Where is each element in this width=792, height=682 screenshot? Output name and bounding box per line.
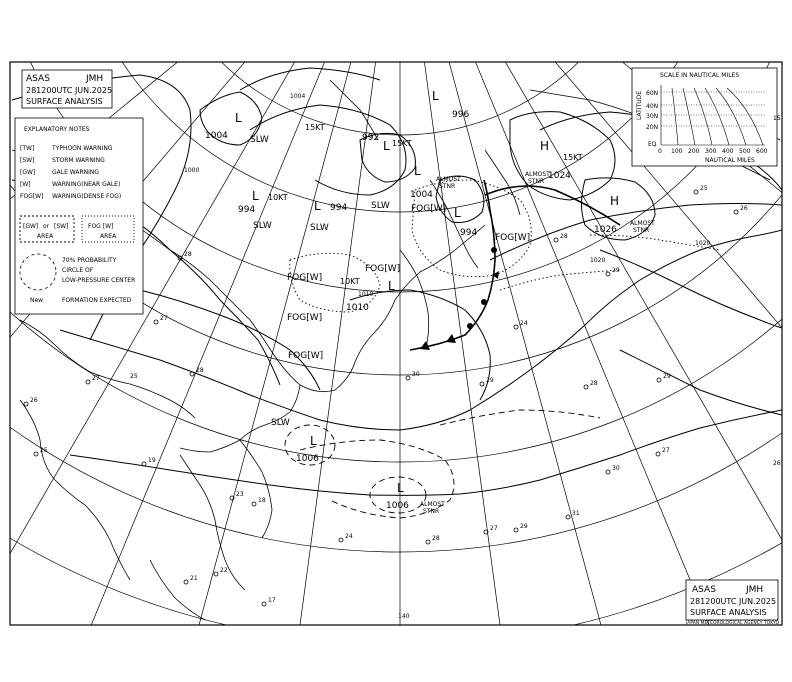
footer-agency: JAPAN METEOROLOGICAL AGENCY TOKYO <box>686 621 780 626</box>
scale-lat-0: 60N <box>646 90 659 97</box>
scale-nm-0: 0 <box>658 148 662 155</box>
scale-nm-1: 100 <box>671 148 683 155</box>
prob-line3: LOW-PRESSURE CENTER <box>62 277 136 284</box>
scale-lat-2: 30N <box>646 113 659 120</box>
notes-text-4: WARNING(DENSE FOG) <box>52 193 122 200</box>
station-19: 18 <box>258 497 266 504</box>
station-4: 25 <box>130 373 138 380</box>
scale-title: SCALE IN NAUTICAL MILES <box>660 72 740 79</box>
scale-lat-3: 20N <box>646 124 659 131</box>
isobar-label-0: 1004 <box>290 93 306 100</box>
station-1: 27 <box>160 315 168 322</box>
new-label: New <box>30 297 44 304</box>
system-val-2: 996 <box>452 110 470 120</box>
warning-7: FOG[W] <box>365 264 401 274</box>
system-sym-7: L <box>388 279 395 293</box>
station-26: 29 <box>612 267 620 274</box>
prob-line1: 70% PROBABILITY <box>62 257 117 264</box>
warning-9: FOG[W] <box>287 313 323 323</box>
scale-nm-5: 500 <box>739 148 751 155</box>
prob-line2: CIRCLE OF <box>62 267 94 274</box>
title-line3: SURFACE ANALYSIS <box>26 97 103 106</box>
system-sym-4: L <box>252 189 259 203</box>
notes-text-2: GALE WARNING <box>52 169 100 176</box>
system-sym-6: L <box>454 206 461 220</box>
station-10: 26 <box>773 460 781 467</box>
system-sym-5: L <box>314 199 321 213</box>
station-9: 27 <box>662 447 670 454</box>
warning-14: 10KT <box>268 193 288 202</box>
station-14: 28 <box>432 535 440 542</box>
scale-nm-3: 300 <box>705 148 717 155</box>
scale-axis-label: LATITUDE <box>636 90 643 120</box>
notes-code-1: [SW] <box>20 157 35 164</box>
station-13: 29 <box>520 523 528 530</box>
system-val-3: 1004 <box>410 190 433 200</box>
notes-heading: EXPLANATORY NOTES <box>24 126 90 133</box>
title-line1-left: ASAS <box>26 74 50 84</box>
station-12: 31 <box>572 510 580 517</box>
note-3: STNR <box>633 227 650 234</box>
isobar-label-4: 1020 <box>590 257 606 264</box>
note-1: STNR <box>439 183 456 190</box>
notes-text-0: TYPHOON WARNING <box>52 145 113 152</box>
footer-line3: SURFACE ANALYSIS <box>690 608 767 617</box>
isobar-label-2: 1000 <box>184 167 200 174</box>
warning-4: SLW <box>310 223 329 233</box>
isobar-label-3: 1020 <box>695 240 711 247</box>
system-val-10: 1006 <box>296 454 319 464</box>
station-23: 26 <box>30 397 38 404</box>
scale-nm-6: 600 <box>756 148 768 155</box>
warning-1: SLW <box>253 221 272 231</box>
new-text: FORMATION EXPECTED <box>62 297 132 304</box>
scale-box <box>632 68 777 166</box>
notes-text-1: STORM WARNING <box>52 157 105 164</box>
station-7: 28 <box>590 380 598 387</box>
system-sym-1: L <box>383 139 390 153</box>
notes-code-0: [TW] <box>20 145 35 152</box>
explanatory-notes <box>15 118 143 314</box>
meridian-label-0: 140 <box>398 613 410 620</box>
station-22: 25 <box>40 447 48 454</box>
system-sym-9: H <box>610 194 620 208</box>
warning-3: SLW <box>271 418 290 428</box>
warning-10: FOG[W] <box>288 351 324 361</box>
station-28: 25 <box>700 185 708 192</box>
footer-line1-left: ASAS <box>692 585 716 595</box>
station-2: 27 <box>92 375 100 382</box>
note-0: ALMOST <box>436 176 461 183</box>
system-val-0: 1004 <box>205 131 228 141</box>
warning-2: SLW <box>371 201 390 211</box>
notes-code-3: [W] <box>20 181 31 188</box>
note-5: STNR <box>423 508 440 515</box>
station-3: 28 <box>196 367 204 374</box>
system-val-7: 1010 <box>346 303 369 313</box>
system-sym-8: H <box>540 139 550 153</box>
station-6: 30 <box>412 371 420 378</box>
system-val-8: 1024 <box>548 171 571 181</box>
station-0: 28 <box>184 251 192 258</box>
title-line2: 281200UTC JUN.2025 <box>26 86 113 95</box>
warning-11: 15KT <box>392 139 412 148</box>
warning-8: FOG[W] <box>287 273 323 283</box>
meridian-label-1: 15 <box>773 115 781 122</box>
station-29: 26 <box>740 205 748 212</box>
system-val-9: 1026 <box>594 225 617 235</box>
warning-0: SLW <box>250 135 269 145</box>
scale-nm-2: 200 <box>688 148 700 155</box>
area-fog-a: FOG [W] <box>88 223 114 230</box>
station-11: 30 <box>612 465 620 472</box>
notes-code-2: [GW] <box>20 169 36 176</box>
station-20: 17 <box>268 597 276 604</box>
station-18: 19 <box>148 457 156 464</box>
system-sym-3: L <box>414 164 421 178</box>
scale-nm-4: 400 <box>722 148 734 155</box>
station-17: 21 <box>190 575 198 582</box>
station-16: 23 <box>236 491 244 498</box>
area-gale-a: [GW] <box>23 223 39 230</box>
warning-13: 10KT <box>340 277 360 286</box>
area-gale-b: [SW] <box>54 223 69 230</box>
warning-12: 15KT <box>305 123 325 132</box>
station-27: 24 <box>520 320 528 327</box>
system-sym-11: L <box>397 481 404 495</box>
warning-5: FOG[W] <box>411 204 447 214</box>
station-15: 24 <box>345 533 353 540</box>
footer-line2: 281200UTC JUN.2025 <box>690 597 777 606</box>
station-5: 29 <box>486 377 494 384</box>
warning-6: FOG[W] <box>495 233 531 243</box>
system-sym-10: L <box>310 434 317 448</box>
system-val-6: 994 <box>460 228 478 238</box>
system-val-11: 1006 <box>386 501 409 511</box>
note-2: ALMOST <box>630 220 655 227</box>
system-val-4: 994 <box>238 205 256 215</box>
note-4: ALMOST <box>420 501 445 508</box>
footer-title-box <box>685 580 780 626</box>
system-sym-2: L <box>432 89 439 103</box>
warning-15: 15KT <box>563 153 583 162</box>
notes-code-4: FOG[W] <box>20 193 44 200</box>
system-val-1: 992 <box>362 133 380 143</box>
title-box <box>22 70 112 108</box>
system-sym-0: L <box>235 111 242 125</box>
note-7: STNR <box>528 178 545 185</box>
note-6: ALMOST <box>525 171 550 178</box>
notes-text-3: WARNING(NEAR GALE) <box>52 181 121 188</box>
area-gale-c: AREA <box>37 233 54 240</box>
scale-lat-4: EQ <box>648 141 657 148</box>
footer-line1-right: JMH <box>746 585 764 595</box>
station-24: 27 <box>490 525 498 532</box>
scale-unit: NAUTICAL MILES <box>705 157 755 164</box>
system-val-5: 994 <box>330 203 348 213</box>
station-8: 29 <box>663 373 671 380</box>
isobar-label-1: 1010 <box>358 291 374 298</box>
station-21: 22 <box>220 567 228 574</box>
scale-lat-1: 40N <box>646 103 659 110</box>
area-gale-or: or <box>43 223 50 230</box>
area-fog-b: AREA <box>100 233 117 240</box>
title-line1-right: JMH <box>86 74 104 84</box>
station-25: 28 <box>560 233 568 240</box>
